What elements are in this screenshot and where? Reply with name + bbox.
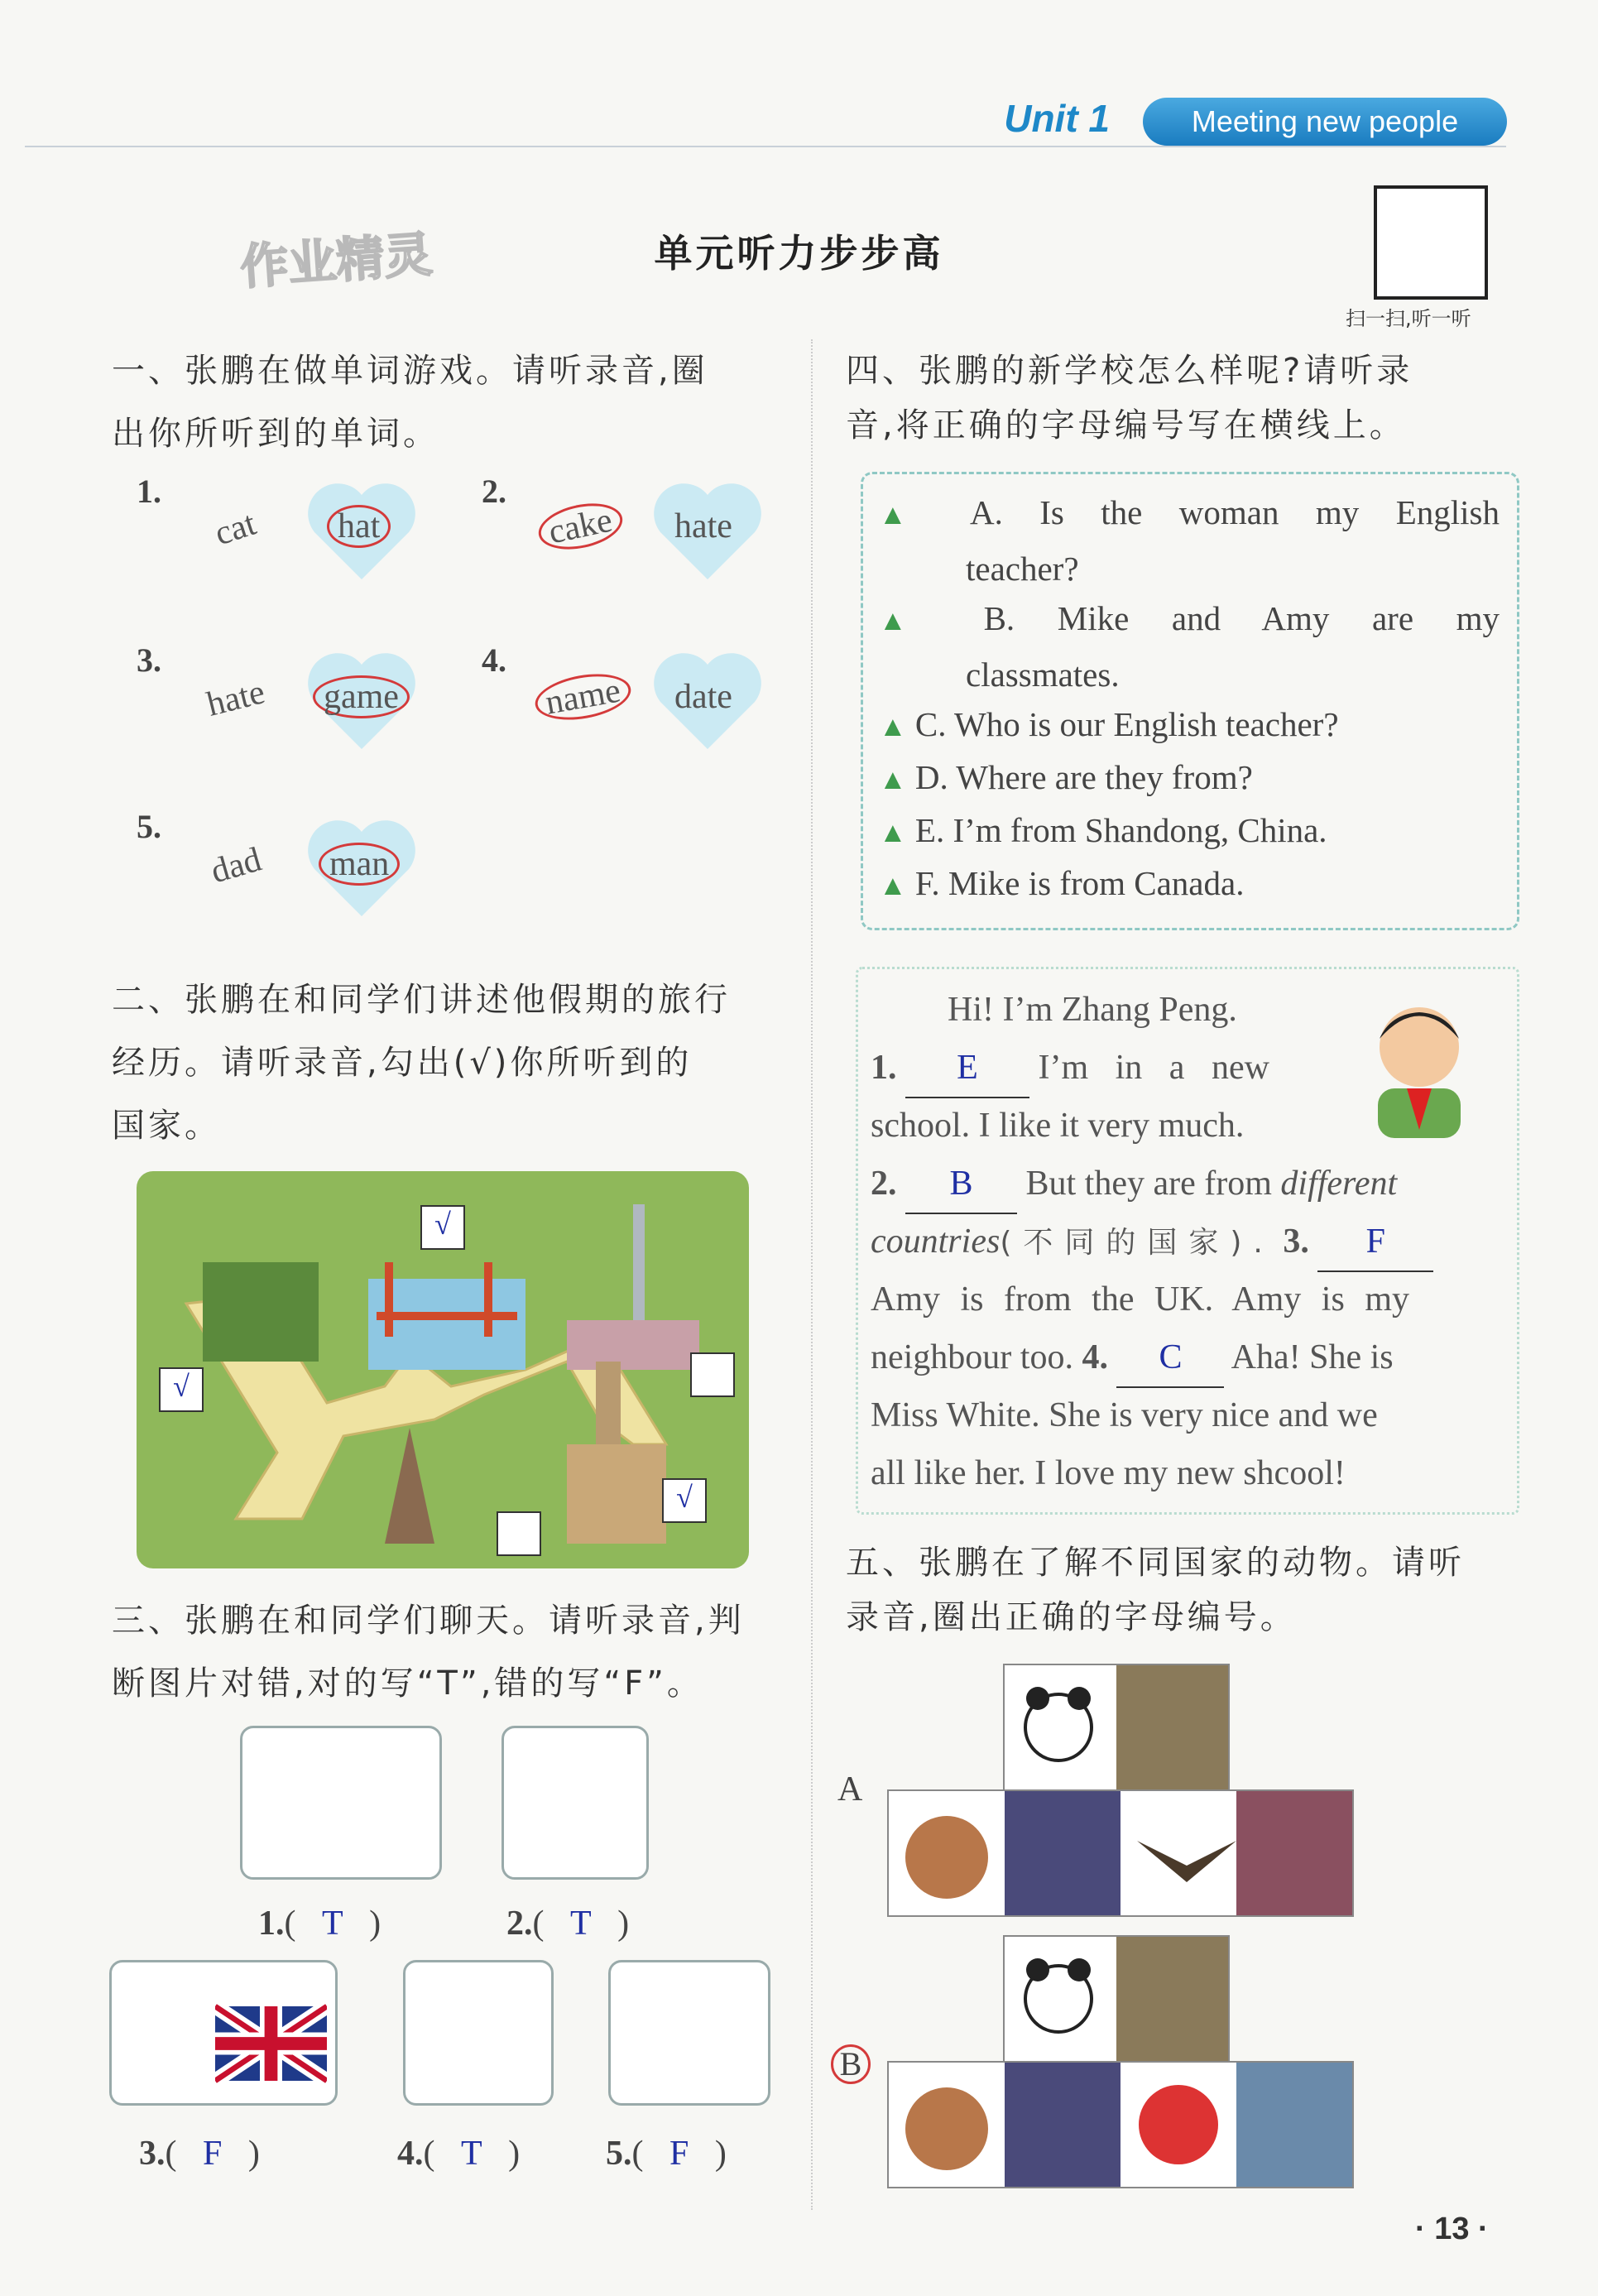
- family-picture: [240, 1726, 442, 1880]
- section2-title-line1: 二、张鹏在和同学们讲述他假期的旅行: [112, 981, 731, 1019]
- page-number: · 13 ·: [1415, 2212, 1489, 2246]
- passage-line: all like her. I love my new shcool!: [871, 1454, 1346, 1492]
- page-heading: 单元听力步步高: [654, 231, 944, 276]
- passage-line: 2. B But they are from different: [871, 1155, 1397, 1214]
- passage-line: 1. E I’m in a new: [871, 1039, 1334, 1098]
- check-box[interactable]: [690, 1352, 735, 1397]
- section5-title-line2: 录音,圈出正确的字母编号。: [846, 1598, 1297, 1636]
- tree-icon: ▲: [879, 818, 907, 848]
- check-box[interactable]: √: [159, 1367, 204, 1412]
- item-number: 1.: [137, 473, 161, 510]
- check-box[interactable]: √: [420, 1205, 465, 1250]
- answer-row: 4.( T ): [397, 2135, 521, 2173]
- boy-avatar: [1357, 989, 1481, 1138]
- animals-row-a: [887, 1789, 1354, 1917]
- passage-line: Amy is from the UK. Amy is my: [871, 1280, 1409, 1319]
- panda-picture: [1003, 1935, 1230, 2063]
- word-option[interactable]: hate: [203, 673, 269, 724]
- section3-title-line1: 三、张鹏在和同学们聊天。请听录音,判: [112, 1602, 745, 1640]
- option-a: ▲ A. Is the woman my English teacher?: [879, 493, 1500, 588]
- word-option-circled[interactable]: hat: [327, 507, 391, 546]
- word-option[interactable]: hate: [674, 507, 732, 545]
- word-option-circled[interactable]: man: [319, 844, 400, 884]
- word-option[interactable]: dad: [206, 840, 266, 891]
- passage-line: Miss White. She is very nice and we: [871, 1396, 1378, 1434]
- watermark-logo: 作业精灵: [238, 225, 434, 295]
- check-box[interactable]: [497, 1511, 541, 1556]
- item-number: 2.: [482, 473, 506, 510]
- header-rule: [25, 146, 1506, 147]
- section5-title-line1: 五、张鹏在了解不同国家的动物。请听: [846, 1544, 1465, 1582]
- option-label-a[interactable]: A: [837, 1770, 863, 1808]
- qr-code-icon[interactable]: [1374, 185, 1488, 300]
- tree-icon: ▲: [879, 606, 941, 636]
- section2-title-line3: 国家。: [112, 1107, 221, 1145]
- unit-label: Unit 1: [1004, 97, 1110, 140]
- section4-title-line2: 音,将正确的字母编号写在横线上。: [846, 406, 1406, 444]
- word-option-circled[interactable]: cake: [535, 498, 626, 555]
- girl-uk-flag-picture: [109, 1960, 338, 2106]
- passage-line: school. I like it very much.: [871, 1107, 1245, 1145]
- classroom-picture: [608, 1960, 770, 2106]
- option-c: ▲ C. Who is our English teacher?: [879, 705, 1339, 743]
- word-option[interactable]: date: [674, 678, 732, 716]
- section3-title-line2: 断图片对错,对的写“T”,错的写“F”。: [112, 1664, 703, 1703]
- animals-row-b: [887, 2061, 1354, 2188]
- answer-row: 2.( T ): [506, 1905, 630, 1943]
- qr-caption: 扫一扫,听一听: [1346, 307, 1471, 330]
- answer-blank[interactable]: E: [905, 1039, 1029, 1098]
- answer-blank[interactable]: B: [905, 1155, 1017, 1214]
- item-number: 3.: [137, 641, 161, 679]
- option-d: ▲ D. Where are they from?: [879, 758, 1253, 796]
- panda-picture: [1003, 1664, 1230, 1791]
- answer-row: 1.( T ): [258, 1905, 382, 1943]
- unit-title-pill: Meeting new people: [1143, 98, 1507, 146]
- tree-icon: ▲: [879, 871, 907, 901]
- tree-icon: ▲: [879, 500, 935, 531]
- option-f: ▲ F. Mike is from Canada.: [879, 864, 1245, 902]
- section4-title-line1: 四、张鹏的新学校怎么样呢?请听录: [846, 352, 1413, 390]
- passage-line: neighbour too. 4. C Aha! She is: [871, 1328, 1394, 1388]
- answer-row: 5.( F ): [606, 2135, 727, 2173]
- word-option-circled[interactable]: game: [313, 677, 410, 717]
- section1-title-line1: 一、张鹏在做单词游戏。请听录音,圈: [112, 352, 708, 390]
- item-number: 4.: [482, 641, 506, 679]
- word-option-circled[interactable]: name: [532, 669, 635, 725]
- teacher-picture: [501, 1726, 649, 1880]
- answer-blank[interactable]: C: [1116, 1328, 1224, 1388]
- word-option[interactable]: cat: [210, 504, 261, 554]
- tree-icon: ▲: [879, 765, 907, 795]
- check-box[interactable]: √: [662, 1478, 707, 1523]
- hug-picture: [403, 1960, 554, 2106]
- tree-icon: ▲: [879, 712, 907, 742]
- item-number: 5.: [137, 808, 161, 845]
- answer-blank[interactable]: F: [1317, 1213, 1433, 1272]
- passage-line: countries(不同的国家). 3. F: [871, 1213, 1433, 1272]
- section1-title-line2: 出你所听到的单词。: [112, 415, 439, 453]
- option-e: ▲ E. I’m from Shandong, China.: [879, 811, 1327, 849]
- option-label-b-circled[interactable]: B: [831, 2044, 871, 2084]
- answer-row: 3.( F ): [139, 2135, 260, 2173]
- passage-line: Hi! I’m Zhang Peng.: [948, 991, 1237, 1029]
- section2-title-line2: 经历。请听录音,勾出(√)你所听到的: [112, 1044, 693, 1082]
- column-divider: [811, 339, 814, 2210]
- option-b: ▲ B. Mike and Amy are my classmates.: [879, 599, 1500, 694]
